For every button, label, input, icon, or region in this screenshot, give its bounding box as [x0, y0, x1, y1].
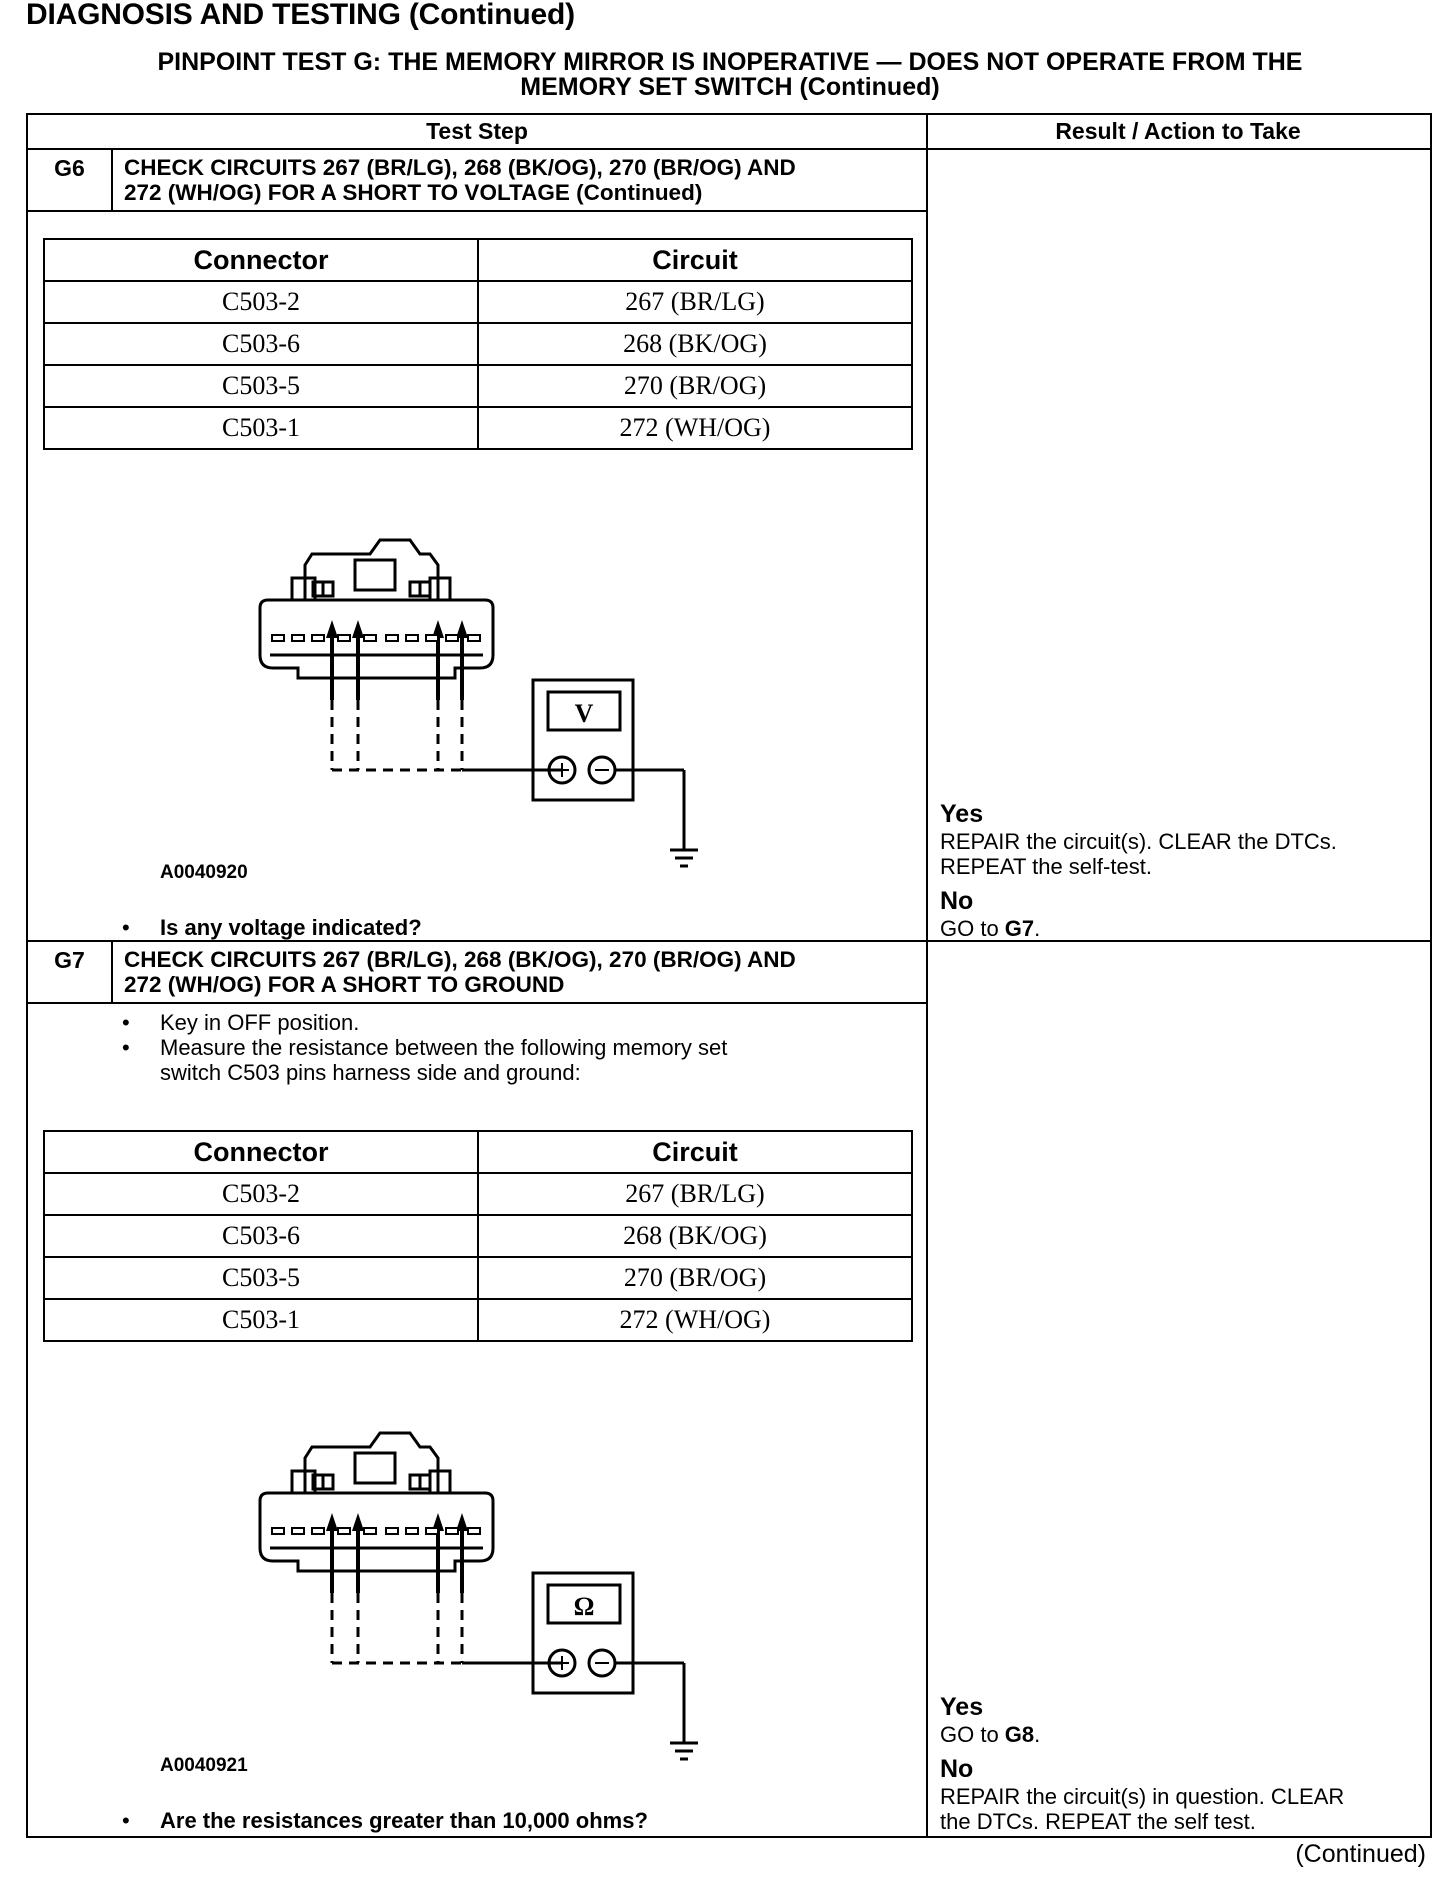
instruction-2 [122, 1035, 902, 1087]
step-title-g6 [124, 155, 796, 205]
yes-action [940, 1722, 1420, 1747]
page-title: DIAGNOSIS AND TESTING (Continued) [26, 0, 575, 31]
g7-title-rule [26, 1002, 928, 1004]
voltmeter-symbol: V [574, 699, 594, 728]
yes-action-line-1: REPAIR the circuit(s). CLEAR the DTCs. [940, 829, 1337, 854]
connector-table-g7 [43, 1130, 913, 1342]
g6-id-divider [111, 148, 113, 210]
g7-id-divider [111, 940, 113, 1002]
connector-column-header: Connector [44, 1131, 478, 1173]
pinpoint-test-title [40, 50, 1420, 100]
no-label: No [940, 887, 974, 915]
connector-cell: C503-5 [44, 365, 478, 407]
test-step-header: Test Step [426, 118, 528, 144]
table-row [44, 1299, 912, 1341]
table-row [44, 1257, 912, 1299]
connector-cell: C503-2 [44, 281, 478, 323]
circuit-column-header: Circuit [478, 239, 912, 281]
connector-column-header: Connector [44, 239, 478, 281]
connector-cell: C503-6 [44, 1215, 478, 1257]
g7-title-line-1: CHECK CIRCUITS 267 (BR/LG), 268 (BK/OG), 270 (BR/OG) AND [124, 947, 796, 972]
step-link-g7[interactable]: G7 [1004, 916, 1035, 941]
question-g6 [122, 915, 902, 941]
g7-title-line-2: 272 (WH/OG) FOR A SHORT TO GROUND [124, 972, 565, 997]
circuit-cell: 268 (BK/OG) [478, 323, 912, 365]
circuit-cell: 267 (BR/LG) [478, 281, 912, 323]
ohmmeter-connector-diagram [250, 1423, 710, 1763]
circuit-cell: 268 (BK/OG) [478, 1215, 912, 1257]
result-g7 [940, 1693, 1420, 1834]
question-text: Is any voltage indicated? [160, 915, 422, 940]
no-action-end: . [1034, 916, 1041, 941]
table-row [44, 323, 912, 365]
question-text: Are the resistances greater than 10,000 ohms? [160, 1808, 648, 1833]
connector-cell: C503-1 [44, 407, 478, 449]
question-g7 [122, 1808, 902, 1834]
table-row [44, 407, 912, 449]
voltmeter-connector-diagram [250, 530, 710, 870]
no-action-line-1: REPAIR the circuit(s) in question. CLEAR [940, 1784, 1345, 1809]
yes-action-end: . [1034, 1722, 1041, 1747]
yes-label: Yes [940, 1693, 984, 1721]
connector-cell: C503-6 [44, 323, 478, 365]
connector-cell: C503-5 [44, 1257, 478, 1299]
circuit-cell: 267 (BR/LG) [478, 1173, 912, 1215]
step-link-g8[interactable]: G8 [1004, 1722, 1035, 1747]
instruction-text-line-2: switch C503 pins harness side and ground: [160, 1060, 581, 1085]
connector-table-g6 [43, 238, 913, 450]
no-label: No [940, 1755, 974, 1783]
ohmmeter-symbol: Ω [573, 1592, 595, 1621]
bullet-icon: • [122, 1808, 130, 1833]
no-action [940, 916, 1420, 941]
subtitle-line-1: PINPOINT TEST G: THE MEMORY MIRROR IS INOPERATIVE — DOES NOT OPERATE FROM THE [157, 48, 1303, 76]
no-action-text: GO to [940, 916, 1005, 941]
instruction-text: Key in OFF position. [160, 1010, 360, 1035]
circuit-cell: 272 (WH/OG) [478, 1299, 912, 1341]
table-row [44, 1215, 912, 1257]
instruction-text-line-1: Measure the resistance between the following memory set [160, 1035, 728, 1060]
circuit-cell: 270 (BR/OG) [478, 1257, 912, 1299]
result-header: Result / Action to Take [1055, 118, 1301, 144]
subtitle-line-2: MEMORY SET SWITCH (Continued) [520, 73, 940, 101]
step-id-g7: G7 [54, 947, 85, 973]
figure-code-g7: A0040921 [160, 1755, 248, 1776]
table-row [44, 281, 912, 323]
g6-title-line-1: CHECK CIRCUITS 267 (BR/LG), 268 (BK/OG), 270 (BR/OG) AND [124, 155, 796, 180]
continued-label: (Continued) [1295, 1840, 1426, 1868]
bullet-icon: • [122, 1035, 130, 1060]
instruction-1 [122, 1010, 902, 1036]
g6-title-rule [26, 210, 928, 212]
result-g6 [940, 800, 1420, 941]
connector-cell: C503-2 [44, 1173, 478, 1215]
figure-code-g6: A0040920 [160, 862, 248, 883]
no-action-line-2: the DTCs. REPEAT the self test. [940, 1809, 1256, 1834]
circuit-cell: 272 (WH/OG) [478, 407, 912, 449]
column-divider [926, 113, 928, 1836]
header-rule [26, 148, 1430, 150]
yes-action-text: GO to [940, 1722, 1005, 1747]
yes-action-line-2: REPEAT the self-test. [940, 854, 1152, 879]
g6-title-line-2: 272 (WH/OG) FOR A SHORT TO VOLTAGE (Continued) [124, 180, 703, 205]
connector-cell: C503-1 [44, 1299, 478, 1341]
bullet-icon: • [122, 1010, 130, 1035]
table-header-row [44, 1131, 912, 1173]
circuit-cell: 270 (BR/OG) [478, 365, 912, 407]
table-header-row [44, 239, 912, 281]
bullet-icon: • [122, 915, 130, 940]
circuit-column-header: Circuit [478, 1131, 912, 1173]
table-row [44, 1173, 912, 1215]
yes-label: Yes [940, 800, 984, 828]
table-row [44, 365, 912, 407]
step-title-g7 [124, 947, 796, 997]
step-id-g6: G6 [54, 155, 85, 181]
